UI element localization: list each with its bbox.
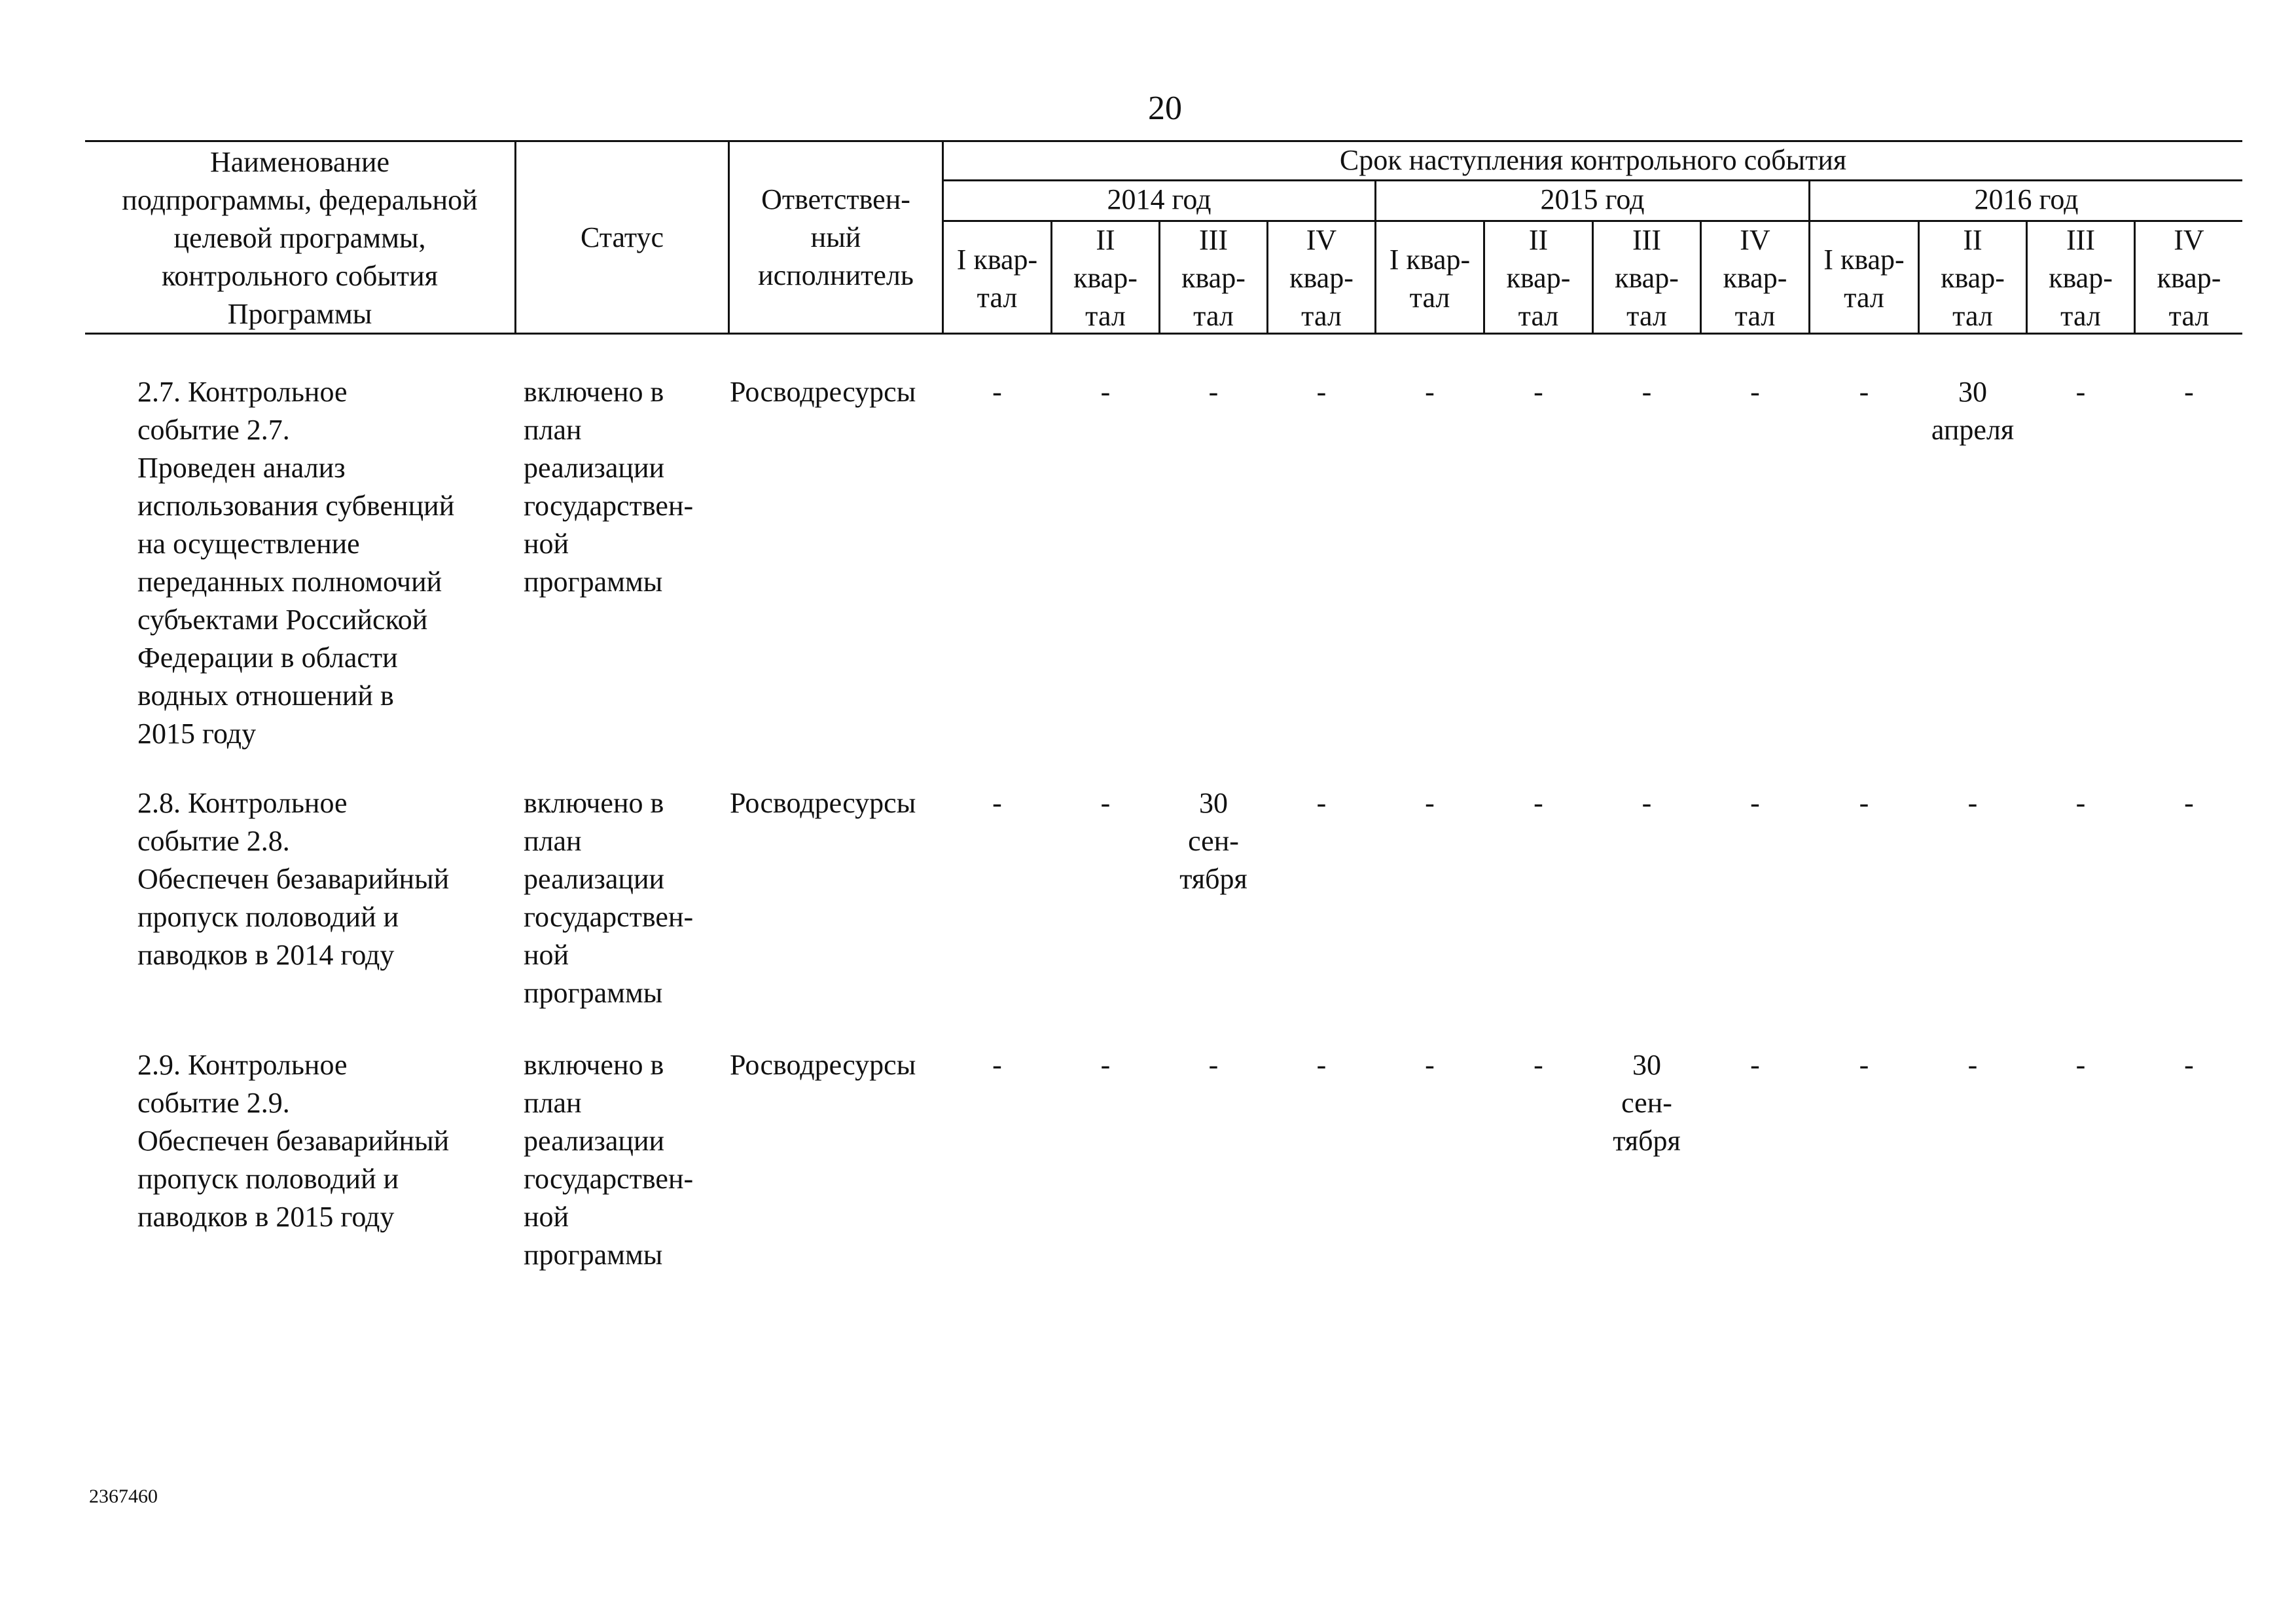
row-quarter-value: - <box>1534 376 1543 408</box>
row-quarter-value: 30 апреля <box>1931 376 2015 446</box>
row-quarter-value: - <box>1859 787 1869 819</box>
header-quarter: I квар- тал <box>956 244 1038 314</box>
header-year-2016: 2016 год <box>1974 183 2079 215</box>
header-quarter: IV квар- тал <box>1289 224 1354 332</box>
row-quarter-value: - <box>1534 1049 1543 1081</box>
header-quarter: III квар- тал <box>1181 224 1246 332</box>
row-quarter-value: - <box>1859 1049 1869 1081</box>
row-responsible: Росводресурсы <box>730 1049 916 1081</box>
header-quarter: III квар- тал <box>1615 224 1679 332</box>
header-quarter: II квар- тал <box>1941 224 2005 332</box>
row-quarter-value: - <box>992 376 1002 408</box>
row-responsible: Росводресурсы <box>730 376 916 408</box>
header-responsible-column: Ответствен- ный исполнитель <box>758 183 914 291</box>
row-quarter-value: - <box>1208 376 1219 408</box>
control-events-table <box>85 140 2242 1450</box>
row-quarter-value: - <box>992 787 1002 819</box>
row-quarter-value: - <box>1750 787 1760 819</box>
row-quarter-value: - <box>1641 787 1652 819</box>
row-quarter-value: - <box>992 1049 1002 1081</box>
row-quarter-value: - <box>1100 1049 1111 1081</box>
header-name-column: Наименование подпрограммы, федеральной целевой программы, контрольного события Программы <box>122 146 478 330</box>
row-status: включено в план реализации государствен- ной программы <box>524 1049 694 1271</box>
header-year-2014: 2014 год <box>1107 183 1211 215</box>
row-quarter-value: - <box>1208 1049 1219 1081</box>
row-event-name: 2.7. Контрольное событие 2.7. Проведен анализ использования субвенций на осуществление переданных полномочий субъектами Российской Федерации в области водных отношений в 2015 году <box>137 376 455 750</box>
row-quarter-value: - <box>2075 787 2086 819</box>
document-code: 2367460 <box>89 1486 158 1507</box>
row-quarter-value: - <box>2184 1049 2194 1081</box>
row-event-name: 2.9. Контрольное событие 2.9. Обеспечен безаварийный пропуск половодий и паводков в 2015 году <box>137 1049 450 1233</box>
row-quarter-value: - <box>1641 376 1652 408</box>
row-quarter-value: 30 сен- тября <box>1613 1049 1681 1157</box>
header-quarter: II квар- тал <box>1506 224 1571 332</box>
row-quarter-value: - <box>1100 376 1111 408</box>
row-quarter-value: - <box>2075 376 2086 408</box>
row-quarter-value: - <box>1425 787 1435 819</box>
row-quarter-value: - <box>1316 1049 1327 1081</box>
row-event-name: 2.8. Контрольное событие 2.8. Обеспечен безаварийный пропуск половодий и паводков в 2014 году <box>137 787 450 971</box>
row-quarter-value: - <box>1425 376 1435 408</box>
row-status: включено в план реализации государствен- ной программы <box>524 787 694 1009</box>
header-quarter: I квар- тал <box>1389 244 1471 314</box>
row-quarter-value: - <box>1316 787 1327 819</box>
row-quarter-value: - <box>1750 1049 1760 1081</box>
header-quarter: II квар- тал <box>1073 224 1138 332</box>
row-responsible: Росводресурсы <box>730 787 916 819</box>
row-quarter-value: - <box>2184 376 2194 408</box>
header-quarter: IV квар- тал <box>2157 224 2221 332</box>
row-quarter-value: - <box>1316 376 1327 408</box>
row-quarter-value: - <box>1100 787 1111 819</box>
row-quarter-value: - <box>1967 787 1978 819</box>
row-quarter-value: - <box>1425 1049 1435 1081</box>
header-year-2015: 2015 год <box>1540 183 1645 215</box>
row-quarter-value: - <box>2184 787 2194 819</box>
header-quarter: III квар- тал <box>2049 224 2113 332</box>
row-quarter-value: - <box>1750 376 1760 408</box>
row-quarter-value: 30 сен- тября <box>1179 787 1247 895</box>
row-quarter-value: - <box>1859 376 1869 408</box>
header-status-column: Статус <box>580 221 664 253</box>
header-deadline-group: Срок наступления контрольного события <box>1339 144 1847 176</box>
row-quarter-value: - <box>2075 1049 2086 1081</box>
row-quarter-value: - <box>1967 1049 1978 1081</box>
row-status: включено в план реализации государствен- ной программы <box>524 376 694 598</box>
page-number: 20 <box>1148 90 1182 127</box>
header-quarter: IV квар- тал <box>1723 224 1787 332</box>
header-quarter: I квар- тал <box>1823 244 1905 314</box>
row-quarter-value: - <box>1534 787 1543 819</box>
